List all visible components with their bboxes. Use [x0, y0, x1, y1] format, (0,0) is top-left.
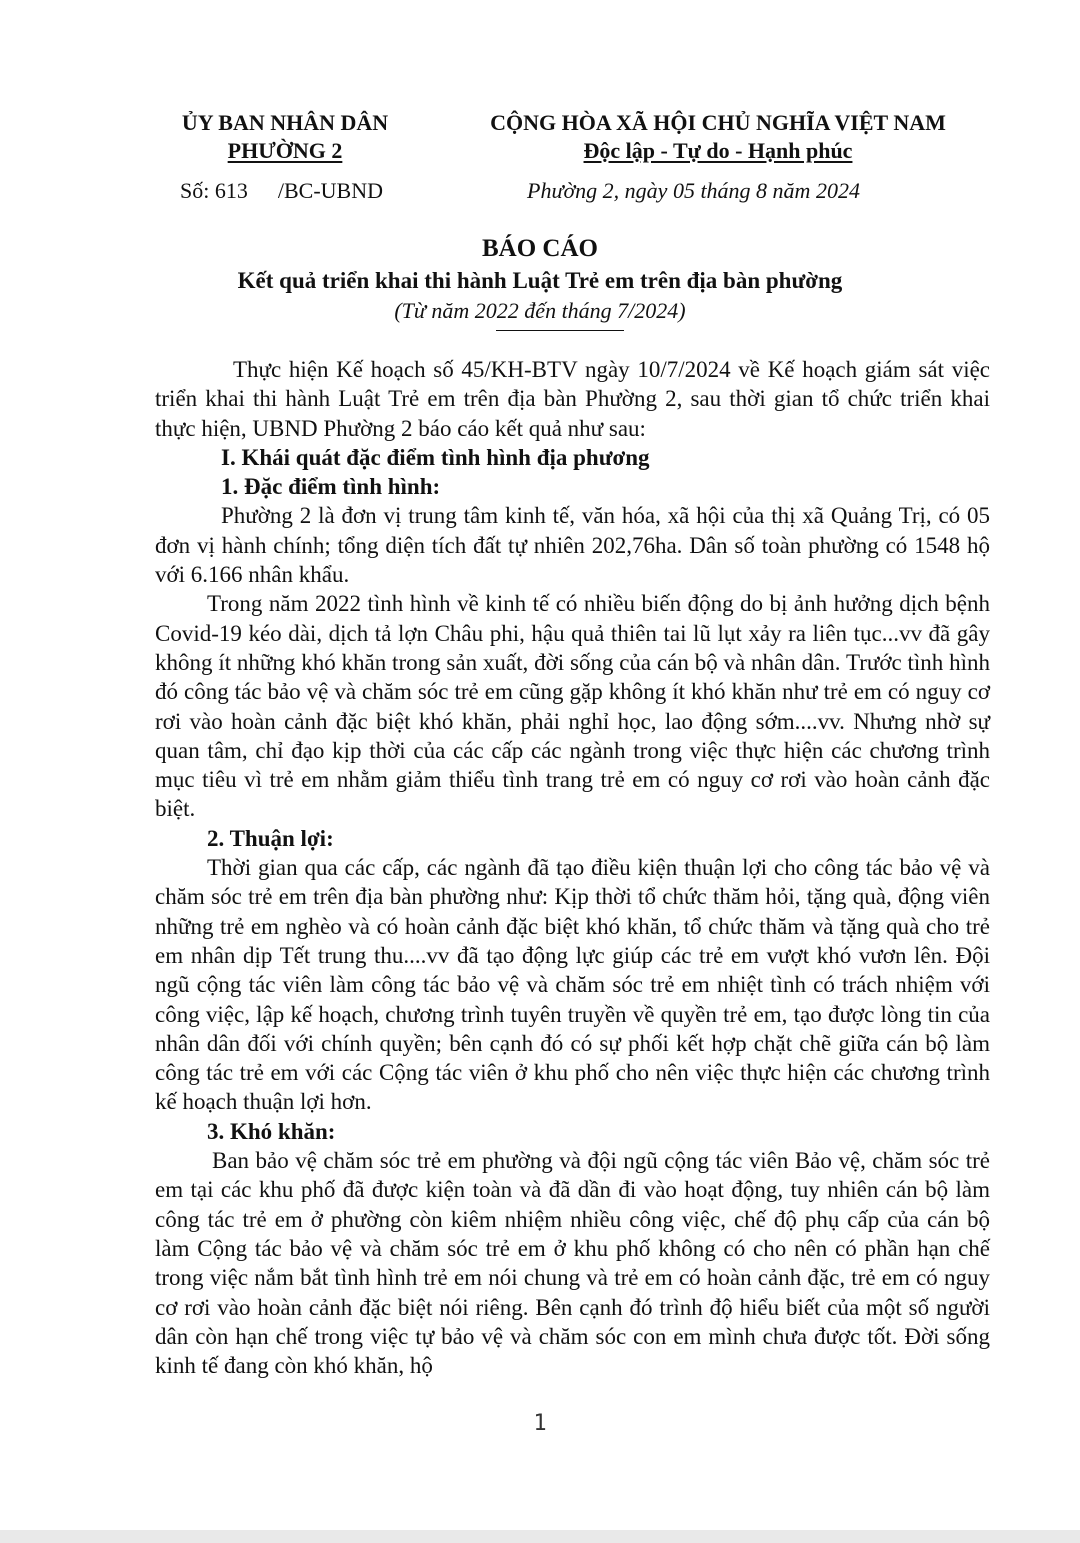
subsection-1-heading: 1. Đặc điểm tình hình: [221, 474, 441, 500]
national-title: CỘNG HÒA XÃ HỘI CHỦ NGHĨA VIỆT NAM [490, 110, 946, 135]
subsection-2-paragraph: Thời gian qua các cấp, các ngành đã tạo điều kiện thuận lợi cho công tác bảo vệ và chăm sóc trẻ em trên địa bàn phường như: Kịp thời tổ chức thăm hỏi, tặng quà, động viên những trẻ em nghèo và có hoàn cảnh đặc biệt khó khăn, tổ chức thăm và tặng quà cho trẻ em nhân dịp Tết trung thu....vv đã tạo động lực giúp các trẻ em vượt khó vươn lên. Đội ngũ cộng tác viên làm công tác bảo vệ và chăm sóc trẻ em nhiệt tình có trách nhiệm với công việc, lập kế hoạch, chương trình tuyên truyền về quyền trẻ em, tạo được lòng tin của nhân dân đối với chính quyền; bên cạnh đó có sự phối kết hợp chặt chẽ giữa cán bộ làm công tác trẻ em với các Cộng tác viên ở khu phố cho nên việc thực hiện các chương trình kế hoạch thuận lợi hơn. [155, 855, 990, 1115]
issuing-authority: ỦY BAN NHÂN DÂN [181, 110, 389, 135]
page-number: 1 [533, 1411, 547, 1436]
place-and-date: Phường 2, ngày 05 tháng 8 năm 2024 [527, 178, 860, 203]
national-motto [468, 136, 968, 166]
report-body [155, 355, 990, 1380]
report-title: BÁO CÁO [482, 235, 598, 262]
intro-paragraph: Thực hiện Kế hoạch số 45/KH-BTV ngày 10/7/2024 về Kế hoạch giám sát việc triển khai thi hành Luật Trẻ em trên địa bàn Phường 2, sau thời gian tổ chức triển khai thực hiện, UBND Phường 2 báo cáo kết quả như sau: [155, 357, 990, 441]
subsection-1-paragraph-2: Trong năm 2022 tình hình về kinh tế có nhiều biến động do bị ảnh hưởng dịch bệnh Covid-19 kéo dài, dịch tả lợn Châu phi, hậu quả thiên tai lũ lụt xảy ra liên tục...vv đã gây không ít những khó khăn trong sản xuất, đời sống của cán bộ và nhân dân. Trước tình hình đó công tác bảo vệ và chăm sóc trẻ em cũng gặp không ít khó khăn như trẻ em có nguy cơ rơi vào hoàn cảnh đặc biệt khó khăn, phải nghỉ học, lao động sớm....vv. Nhưng nhờ sự quan tâm, chỉ đạo kịp thời của các cấp các ngành trong việc thực hiện các chương trình mục tiêu vì trẻ em nhằm giảm thiểu tình trang trẻ em có nguy cơ rơi vào hoàn cảnh đặc biệt. [155, 591, 990, 822]
section-1-heading: I. Khái quát đặc điểm tình hình địa phương [221, 444, 650, 470]
subsection-2-heading: 2. Thuận lợi: [207, 825, 334, 851]
report-subtitle: Kết quả triển khai thi hành Luật Trẻ em trên địa bàn phường [237, 268, 843, 293]
national-motto-text: Độc lập - Tự do - Hạnh phúc [583, 138, 853, 163]
subsection-3-heading: 3. Khó khăn: [207, 1118, 336, 1144]
title-divider [496, 330, 624, 331]
report-period: (Từ năm 2022 đến tháng 7/2024) [394, 298, 686, 323]
subsection-3-paragraph: Ban bảo vệ chăm sóc trẻ em phường và đội ngũ cộng tác viên Bảo vệ, chăm sóc trẻ em tại các khu phố đã được kiện toàn và đã dần đi vào hoạt động, tuy nhiên cán bộ làm công tác trẻ em ở phường còn kiêm nhiệm nhiều công việc, chế độ phụ cấp của cán bộ làm Cộng tác bảo vệ và chăm sóc trẻ em ở khu phố không có cho nên có phần hạn chế trong việc nắm bắt tình hình trẻ em nói chung và trẻ em có hoàn cảnh đặc, trẻ em có nguy cơ rơi vào hoàn cảnh đặc biệt nói riêng. Bên cạnh đó trình độ hiểu biết của một số người dân còn hạn chế trong việc tự bảo vệ và chăm sóc con em mình chưa được tốt. Đời sống kinh tế đang còn khó khăn, hộ [155, 1148, 990, 1379]
viewer-bottom-strip [0, 1530, 1080, 1543]
issuing-unit [160, 136, 410, 166]
subsection-1-paragraph-1: Phường 2 là đơn vị trung tâm kinh tế, văn hóa, xã hội của thị xã Quảng Trị, có 05 đơn vị hành chính; tổng diện tích đất tự nhiên 202,76ha. Dân số toàn phường có 1548 hộ với 6.166 nhân khẩu. [155, 503, 990, 588]
issuing-unit-text: PHƯỜNG 2 [227, 138, 343, 163]
document-number-prefix: Số: 613 [180, 178, 248, 203]
document-number-suffix: /BC-UBND [277, 178, 383, 203]
document-number [180, 178, 383, 204]
